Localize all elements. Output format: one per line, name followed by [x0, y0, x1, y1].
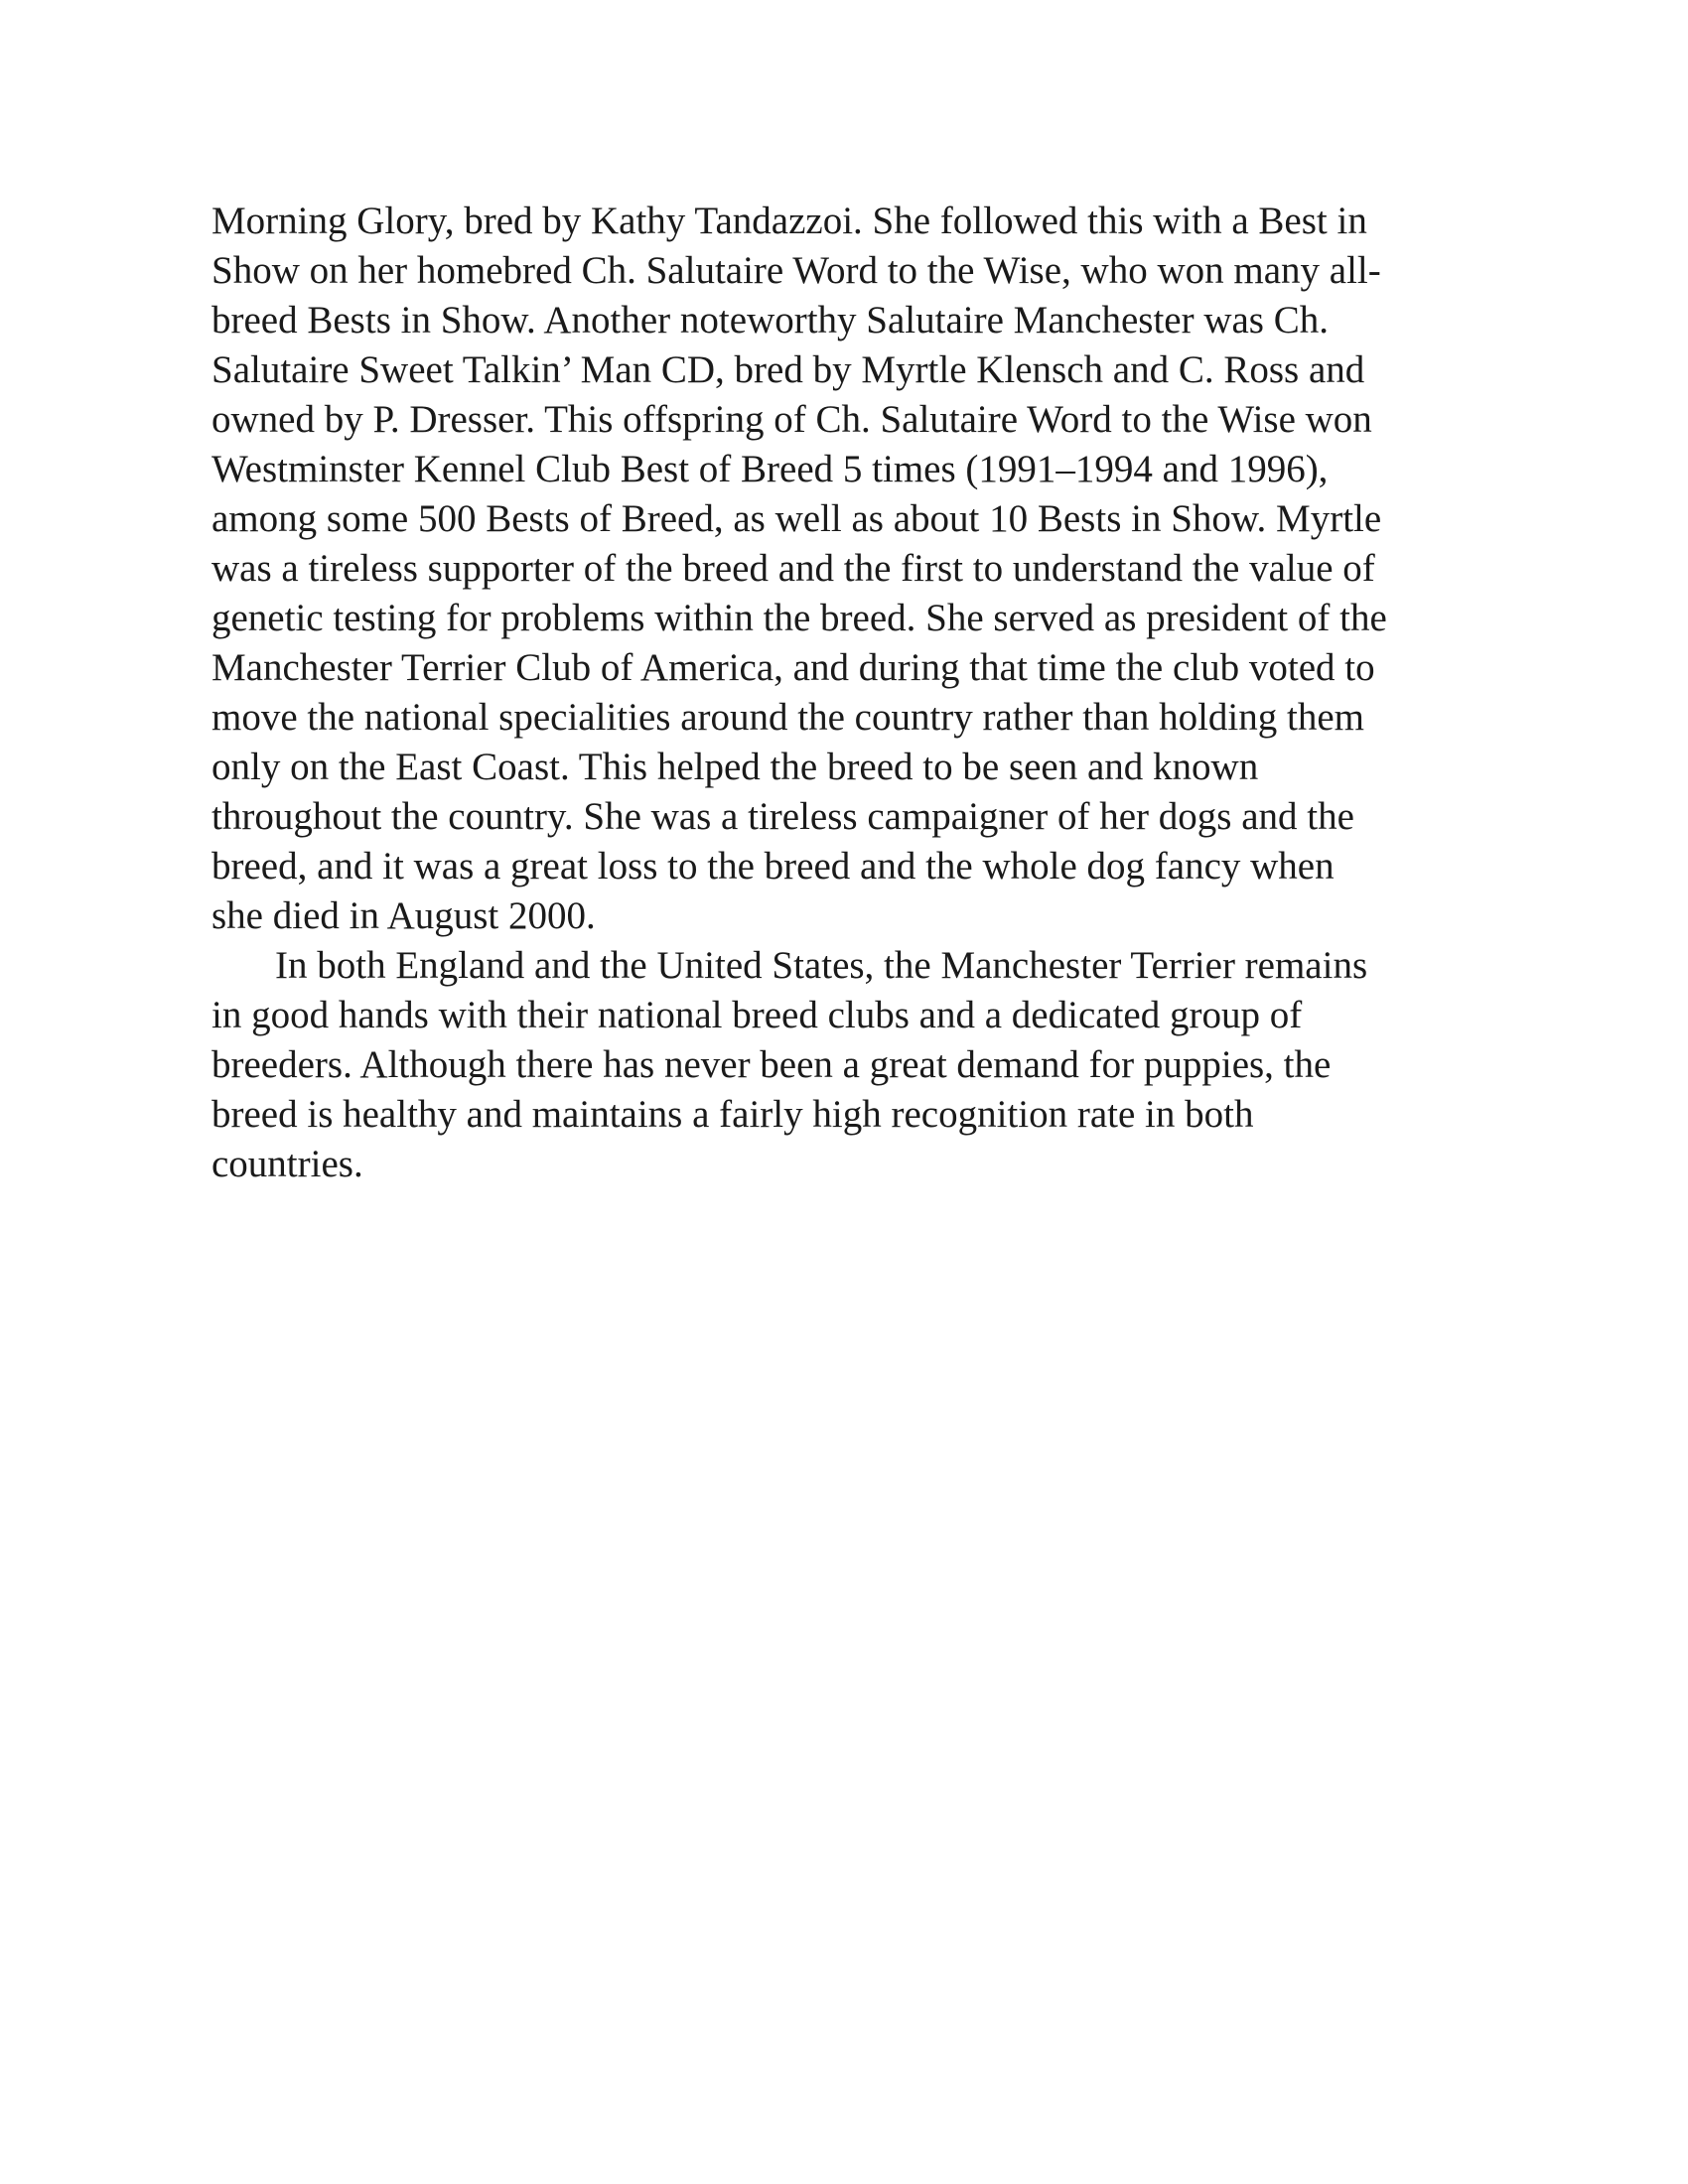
- text-line: only on the East Coast. This helped the breed to be seen and known: [211, 746, 1259, 788]
- text-line: Salutaire Sweet Talkin’ Man CD, bred by Myrtle Klensch and C. Ross and: [211, 348, 1365, 391]
- text-line-indented: [211, 941, 1502, 991]
- text-line: genetic testing for problems within the breed. She served as president of the: [211, 597, 1387, 639]
- text-line: throughout the country. She was a tireless campaigner of her dogs and the: [211, 795, 1354, 838]
- text-line: breed is healthy and maintains a fairly high recognition rate in both: [211, 1093, 1254, 1136]
- text-line: Morning Glory, bred by Kathy Tandazzoi. She followed this with a Best in: [211, 200, 1367, 242]
- text-line: in good hands with their national breed clubs and a dedicated group of: [211, 994, 1303, 1036]
- text-line: owned by P. Dresser. This offspring of Ch. Salutaire Word to the Wise won: [211, 398, 1372, 441]
- text-line-content: In both England and the United States, the Manchester Terrier remains: [275, 944, 1368, 987]
- text-line: breeders. Although there has never been a great demand for puppies, the: [211, 1043, 1332, 1086]
- text-line: was a tireless supporter of the breed and the first to understand the value of: [211, 547, 1375, 590]
- text-line: countries.: [211, 1143, 363, 1185]
- body-text: [211, 197, 1502, 1189]
- text-line: she died in August 2000.: [211, 894, 596, 937]
- paragraph-2: [211, 941, 1502, 1189]
- text-line: move the national specialities around the country rather than holding them: [211, 696, 1364, 739]
- paragraph-1: [211, 197, 1502, 941]
- text-line: Manchester Terrier Club of America, and during that time the club voted to: [211, 646, 1375, 689]
- text-line: breed, and it was a great loss to the breed and the whole dog fancy when: [211, 845, 1335, 887]
- text-line: breed Bests in Show. Another noteworthy Salutaire Manchester was Ch.: [211, 299, 1330, 341]
- text-line: Show on her homebred Ch. Salutaire Word to the Wise, who won many all-: [211, 249, 1381, 292]
- text-line: Westminster Kennel Club Best of Breed 5 times (1991–1994 and 1996),: [211, 448, 1329, 490]
- text-line: among some 500 Bests of Breed, as well as about 10 Bests in Show. Myrtle: [211, 497, 1382, 540]
